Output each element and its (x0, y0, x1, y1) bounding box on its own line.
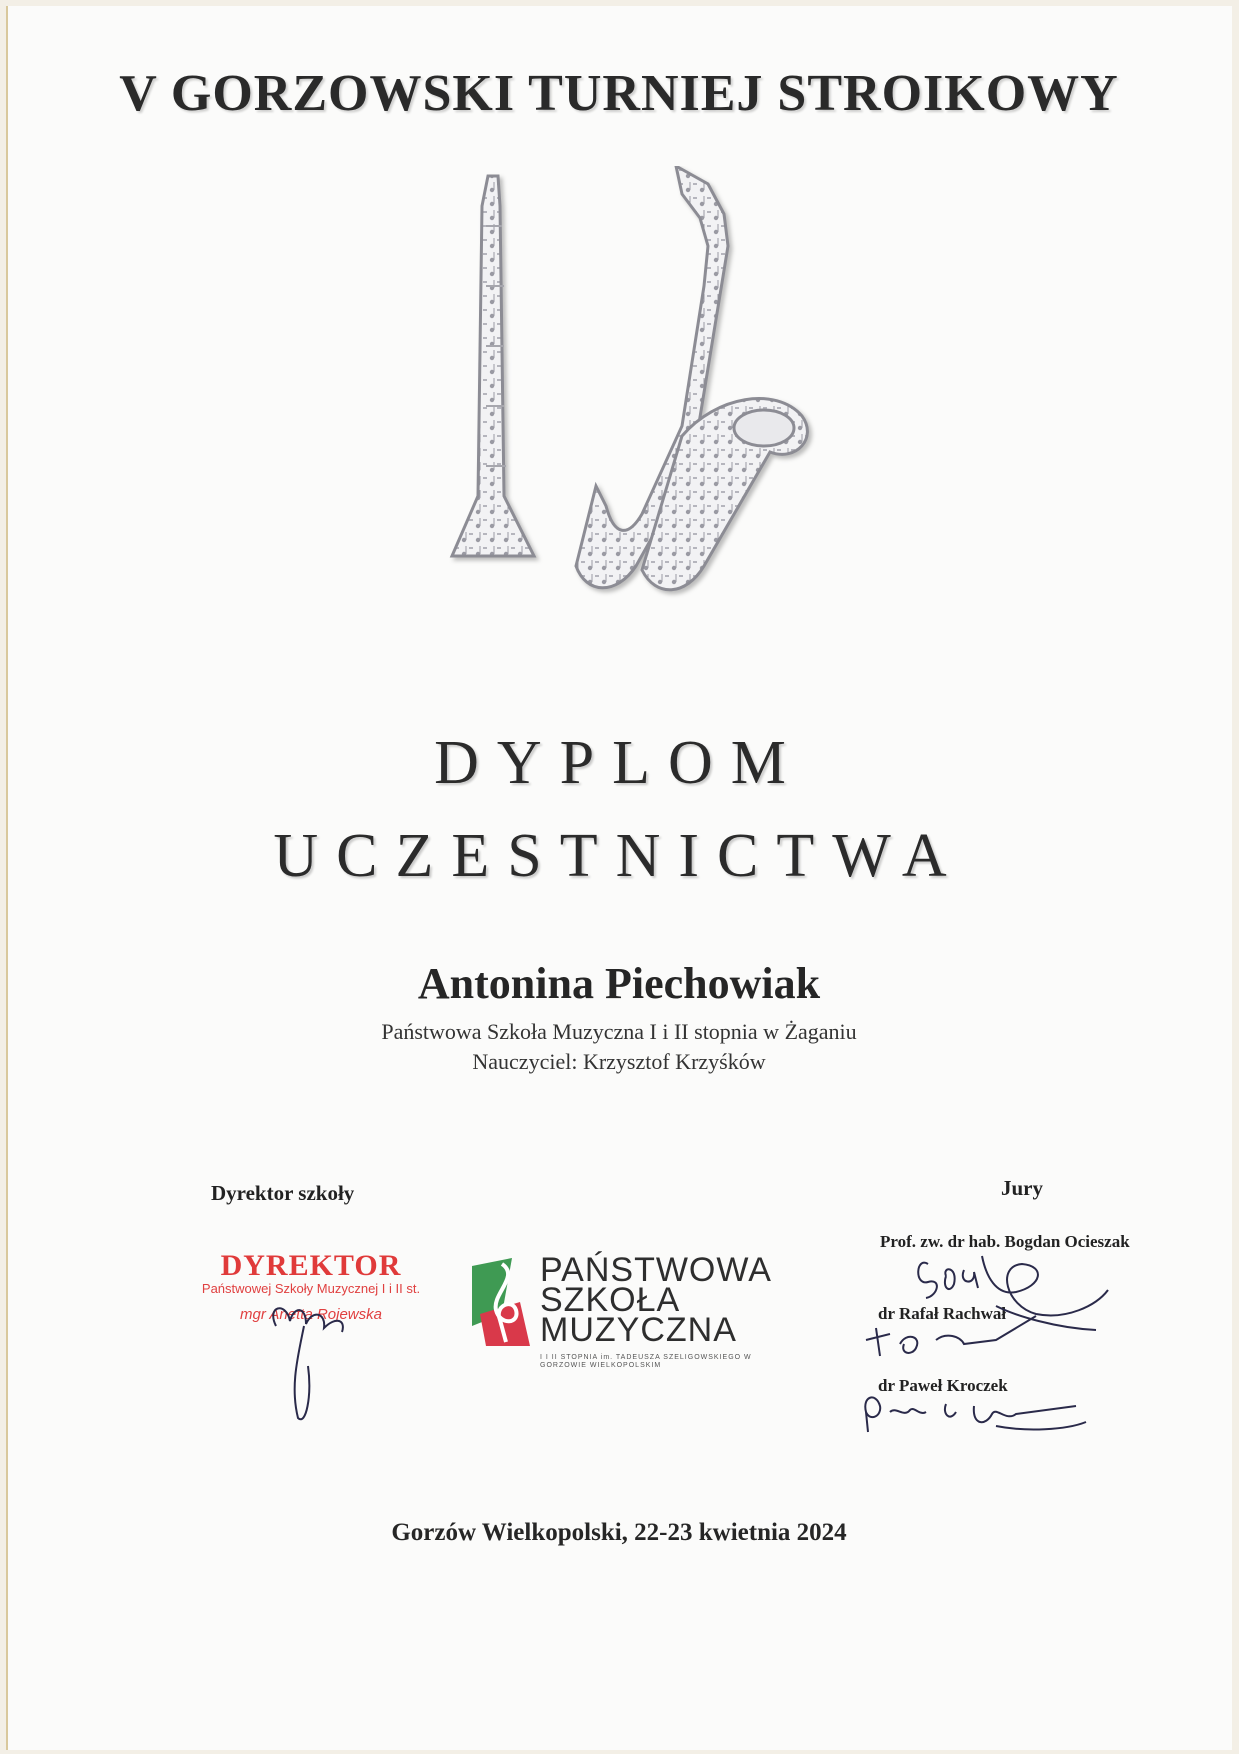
recipient-school: Państwowa Szkoła Muzyczna I i II stopnia w Żaganiu (381, 1019, 857, 1044)
place-and-date: Gorzów Wielkopolski, 22-23 kwietnia 2024 (391, 1519, 847, 1546)
logo-line-2: SZKOŁA (540, 1281, 681, 1319)
juror-3: dr Paweł Kroczek (878, 1376, 1008, 1395)
treble-clef-icon (472, 1254, 534, 1348)
clarinet-icon (452, 176, 534, 556)
stamp-title: DYREKTOR (220, 1249, 402, 1282)
stamp-name: mgr Anetta Rojewska (239, 1306, 382, 1323)
diploma-title: DYPLOM (434, 729, 804, 797)
recipient-teacher: Nauczyciel: Krzysztof Krzyśków (472, 1049, 766, 1074)
instruments-illustration (446, 166, 886, 636)
recipient-name: Antonina Piechowiak (417, 959, 821, 1008)
director-heading: Dyrektor szkoły (211, 1181, 355, 1205)
school-logo (472, 1251, 792, 1374)
saxophone-icon (576, 166, 807, 590)
logo-line-3: MUZYCZNA (540, 1311, 737, 1349)
director-signature (246, 1276, 366, 1426)
logo-subline: I I II STOPNIA im. TADEUSZA SZELIGOWSKIEGO W GORZOWIE WIELKOPOLSKIM (540, 1354, 752, 1369)
diploma-subtitle: UCZESTNICTWA (273, 822, 965, 890)
juror-2: dr Rafał Rachwał (878, 1304, 1007, 1323)
logo-line-1: PAŃSTWOWA (540, 1251, 772, 1289)
diploma-sheet (6, 6, 1232, 1750)
juror-1: Prof. zw. dr hab. Bogdan Ocieszak (880, 1232, 1130, 1251)
jury-heading: Jury (1001, 1176, 1043, 1200)
stamp-line: Państwowej Szkoły Muzycznej I i II st. (201, 1281, 421, 1296)
page-title: V GORZOWSKI TURNIEJ STROIKOWY (119, 65, 1119, 122)
jury-signatures (846, 1236, 1146, 1446)
